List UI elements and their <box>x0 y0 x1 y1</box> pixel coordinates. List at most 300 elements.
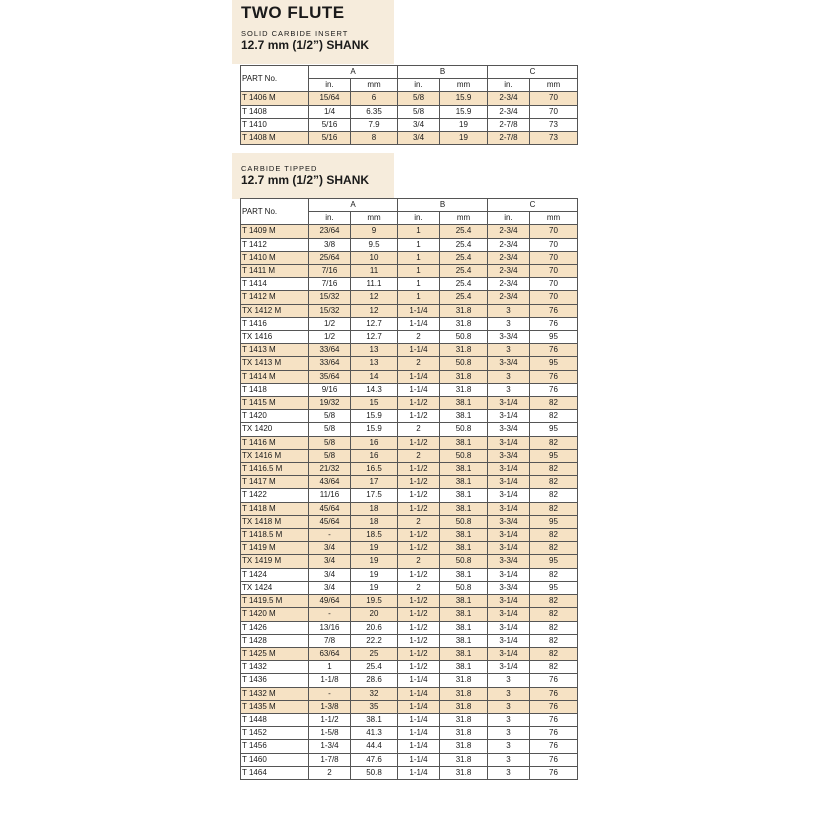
a-mm-cell: 38.1 <box>351 713 398 726</box>
c-in-cell: 3-3/4 <box>488 515 530 528</box>
section-1-shank-title: 12.7 mm (1/2”) SHANK <box>241 38 370 52</box>
a-mm-cell: 19.5 <box>351 595 398 608</box>
b-mm-cell: 31.8 <box>440 700 488 713</box>
b-in-cell: 1 <box>398 251 440 264</box>
c-mm-cell: 82 <box>530 489 578 502</box>
b-in-cell: 1-1/2 <box>398 661 440 674</box>
table-row <box>241 568 578 581</box>
col-a-header: A <box>309 199 398 212</box>
a-in-cell: 33/64 <box>309 344 351 357</box>
a-in-cell: 11/16 <box>309 489 351 502</box>
b-in-cell: 3/4 <box>398 118 440 131</box>
b-in-cell: 1-1/2 <box>398 647 440 660</box>
a-in-cell: 1 <box>309 661 351 674</box>
a-in-cell: 2 <box>309 766 351 779</box>
a-mm-cell: 28.6 <box>351 674 398 687</box>
b-in-cell: 3/4 <box>398 132 440 145</box>
b-mm-cell: 31.8 <box>440 370 488 383</box>
b-mm-cell: 25.4 <box>440 225 488 238</box>
c-in-cell: 3 <box>488 687 530 700</box>
a-mm-cell: 15.9 <box>351 423 398 436</box>
c-mm-cell: 95 <box>530 449 578 462</box>
a-mm-cell: 12 <box>351 291 398 304</box>
c-mm-cell: 95 <box>530 515 578 528</box>
c-in-cell: 3 <box>488 344 530 357</box>
b-in-cell: 1-1/2 <box>398 608 440 621</box>
table-row <box>241 753 578 766</box>
unit-in-header: in. <box>309 212 351 225</box>
c-mm-cell: 70 <box>530 251 578 264</box>
b-in-cell: 1 <box>398 238 440 251</box>
b-in-cell: 1 <box>398 291 440 304</box>
b-mm-cell: 19 <box>440 132 488 145</box>
a-mm-cell: 32 <box>351 687 398 700</box>
a-mm-cell: 12.7 <box>351 317 398 330</box>
part-no-cell: T 1417 M <box>241 476 309 489</box>
b-mm-cell: 50.8 <box>440 331 488 344</box>
part-no-cell: T 1408 M <box>241 132 309 145</box>
b-mm-cell: 31.8 <box>440 713 488 726</box>
a-mm-cell: 14.3 <box>351 383 398 396</box>
b-in-cell: 1-1/4 <box>398 713 440 726</box>
a-mm-cell: 19 <box>351 568 398 581</box>
c-in-cell: 3 <box>488 753 530 766</box>
part-no-cell: T 1425 M <box>241 647 309 660</box>
a-mm-cell: 25.4 <box>351 661 398 674</box>
c-mm-cell: 73 <box>530 118 578 131</box>
page-title: TWO FLUTE <box>241 3 345 22</box>
part-no-cell: T 1448 <box>241 713 309 726</box>
c-mm-cell: 76 <box>530 674 578 687</box>
unit-mm-header: mm <box>440 79 488 92</box>
b-in-cell: 1 <box>398 225 440 238</box>
a-mm-cell: 15 <box>351 397 398 410</box>
unit-mm-header: mm <box>351 79 398 92</box>
b-in-cell: 1-1/2 <box>398 410 440 423</box>
table-row <box>241 489 578 502</box>
c-mm-cell: 76 <box>530 753 578 766</box>
b-mm-cell: 15.9 <box>440 92 488 105</box>
c-in-cell: 2-3/4 <box>488 278 530 291</box>
part-no-cell: T 1422 <box>241 489 309 502</box>
a-in-cell: 49/64 <box>309 595 351 608</box>
a-mm-cell: 18.5 <box>351 529 398 542</box>
a-mm-cell: 13 <box>351 344 398 357</box>
table-row <box>241 265 578 278</box>
b-in-cell: 1-1/2 <box>398 634 440 647</box>
part-no-cell: T 1412 M <box>241 291 309 304</box>
c-mm-cell: 95 <box>530 331 578 344</box>
part-no-cell: T 1436 <box>241 674 309 687</box>
b-mm-cell: 31.8 <box>440 344 488 357</box>
a-mm-cell: 19 <box>351 581 398 594</box>
b-in-cell: 1-1/2 <box>398 476 440 489</box>
table-row <box>241 344 578 357</box>
a-in-cell: - <box>309 529 351 542</box>
c-mm-cell: 76 <box>530 713 578 726</box>
table-row <box>241 105 578 118</box>
c-in-cell: 3-1/4 <box>488 634 530 647</box>
c-in-cell: 3 <box>488 740 530 753</box>
c-in-cell: 3 <box>488 383 530 396</box>
b-mm-cell: 15.9 <box>440 105 488 118</box>
part-no-cell: TX 1418 M <box>241 515 309 528</box>
table-row <box>241 713 578 726</box>
c-mm-cell: 82 <box>530 568 578 581</box>
c-in-cell: 3-3/4 <box>488 581 530 594</box>
a-in-cell: 1/2 <box>309 317 351 330</box>
c-mm-cell: 76 <box>530 317 578 330</box>
part-no-cell: T 1432 M <box>241 687 309 700</box>
a-mm-cell: 11.1 <box>351 278 398 291</box>
b-in-cell: 1-1/4 <box>398 727 440 740</box>
a-in-cell: 5/16 <box>309 132 351 145</box>
b-mm-cell: 38.1 <box>440 634 488 647</box>
c-mm-cell: 82 <box>530 661 578 674</box>
table-row <box>241 661 578 674</box>
table-row <box>241 357 578 370</box>
b-in-cell: 2 <box>398 423 440 436</box>
c-mm-cell: 82 <box>530 621 578 634</box>
part-no-cell: T 1420 <box>241 410 309 423</box>
a-mm-cell: 14 <box>351 370 398 383</box>
b-in-cell: 1-1/4 <box>398 383 440 396</box>
a-in-cell: 5/8 <box>309 423 351 436</box>
b-in-cell: 5/8 <box>398 92 440 105</box>
b-mm-cell: 38.1 <box>440 489 488 502</box>
a-mm-cell: 15.9 <box>351 410 398 423</box>
table-row <box>241 555 578 568</box>
c-mm-cell: 82 <box>530 542 578 555</box>
c-mm-cell: 82 <box>530 529 578 542</box>
section-1-subtitle: SOLID CARBIDE INSERT <box>241 29 349 38</box>
a-in-cell: 13/16 <box>309 621 351 634</box>
c-mm-cell: 95 <box>530 423 578 436</box>
b-mm-cell: 25.4 <box>440 291 488 304</box>
c-in-cell: 3 <box>488 700 530 713</box>
table-row <box>241 581 578 594</box>
a-in-cell: 1-3/4 <box>309 740 351 753</box>
a-in-cell: 7/16 <box>309 278 351 291</box>
a-in-cell: 7/8 <box>309 634 351 647</box>
c-mm-cell: 76 <box>530 740 578 753</box>
part-no-cell: T 1419.5 M <box>241 595 309 608</box>
a-mm-cell: 16 <box>351 436 398 449</box>
table-row <box>241 476 578 489</box>
b-mm-cell: 38.1 <box>440 463 488 476</box>
c-mm-cell: 95 <box>530 357 578 370</box>
a-mm-cell: 13 <box>351 357 398 370</box>
table-row <box>241 132 578 145</box>
b-mm-cell: 31.8 <box>440 727 488 740</box>
a-mm-cell: 12 <box>351 304 398 317</box>
a-mm-cell: 18 <box>351 502 398 515</box>
table-row <box>241 225 578 238</box>
b-in-cell: 2 <box>398 581 440 594</box>
b-mm-cell: 38.1 <box>440 608 488 621</box>
unit-mm-header: mm <box>440 212 488 225</box>
part-no-cell: T 1413 M <box>241 344 309 357</box>
a-in-cell: 45/64 <box>309 502 351 515</box>
c-in-cell: 3-1/4 <box>488 661 530 674</box>
a-mm-cell: 9 <box>351 225 398 238</box>
part-no-cell: T 1418.5 M <box>241 529 309 542</box>
b-mm-cell: 38.1 <box>440 595 488 608</box>
table-body <box>241 92 578 145</box>
part-no-cell: TX 1416 M <box>241 449 309 462</box>
part-no-cell: TX 1413 M <box>241 357 309 370</box>
b-in-cell: 1-1/2 <box>398 463 440 476</box>
unit-in-header: in. <box>398 212 440 225</box>
solid-carbide-insert-table <box>240 65 578 145</box>
a-mm-cell: 12.7 <box>351 331 398 344</box>
table-row <box>241 515 578 528</box>
b-mm-cell: 50.8 <box>440 515 488 528</box>
table-row <box>241 251 578 264</box>
b-mm-cell: 38.1 <box>440 502 488 515</box>
a-in-cell: 3/4 <box>309 568 351 581</box>
table-row <box>241 317 578 330</box>
a-mm-cell: 7.9 <box>351 118 398 131</box>
table-row <box>241 304 578 317</box>
a-in-cell: 43/64 <box>309 476 351 489</box>
b-in-cell: 5/8 <box>398 105 440 118</box>
a-mm-cell: 50.8 <box>351 766 398 779</box>
c-mm-cell: 70 <box>530 238 578 251</box>
c-in-cell: 2-3/4 <box>488 105 530 118</box>
a-mm-cell: 20.6 <box>351 621 398 634</box>
table-row <box>241 621 578 634</box>
part-no-cell: TX 1416 <box>241 331 309 344</box>
a-in-cell: 33/64 <box>309 357 351 370</box>
unit-mm-header: mm <box>530 79 578 92</box>
part-no-header: PART No. <box>241 66 309 92</box>
part-no-cell: T 1408 <box>241 105 309 118</box>
a-mm-cell: 35 <box>351 700 398 713</box>
col-b-header: B <box>398 199 488 212</box>
b-mm-cell: 38.1 <box>440 661 488 674</box>
c-in-cell: 2-3/4 <box>488 291 530 304</box>
b-in-cell: 1-1/2 <box>398 568 440 581</box>
part-no-cell: T 1414 <box>241 278 309 291</box>
b-mm-cell: 31.8 <box>440 687 488 700</box>
a-in-cell: 1-3/8 <box>309 700 351 713</box>
a-in-cell: 1-7/8 <box>309 753 351 766</box>
b-mm-cell: 31.8 <box>440 304 488 317</box>
a-mm-cell: 16 <box>351 449 398 462</box>
part-no-cell: TX 1420 <box>241 423 309 436</box>
unit-in-header: in. <box>488 79 530 92</box>
part-no-cell: T 1428 <box>241 634 309 647</box>
a-mm-cell: 47.6 <box>351 753 398 766</box>
b-mm-cell: 38.1 <box>440 476 488 489</box>
c-mm-cell: 95 <box>530 581 578 594</box>
a-in-cell: 23/64 <box>309 225 351 238</box>
carbide-tipped-table <box>240 198 578 780</box>
col-c-header: C <box>488 199 578 212</box>
a-in-cell: 1-5/8 <box>309 727 351 740</box>
c-mm-cell: 76 <box>530 700 578 713</box>
part-no-cell: T 1411 M <box>241 265 309 278</box>
b-in-cell: 1-1/4 <box>398 687 440 700</box>
a-in-cell: 1/4 <box>309 105 351 118</box>
a-mm-cell: 25 <box>351 647 398 660</box>
table-row <box>241 463 578 476</box>
part-no-cell: T 1414 M <box>241 370 309 383</box>
b-mm-cell: 38.1 <box>440 397 488 410</box>
c-mm-cell: 70 <box>530 92 578 105</box>
c-in-cell: 3-1/4 <box>488 568 530 581</box>
a-in-cell: 7/16 <box>309 265 351 278</box>
c-mm-cell: 76 <box>530 370 578 383</box>
c-in-cell: 3 <box>488 766 530 779</box>
b-in-cell: 2 <box>398 515 440 528</box>
part-no-cell: T 1418 M <box>241 502 309 515</box>
c-mm-cell: 82 <box>530 463 578 476</box>
b-mm-cell: 31.8 <box>440 766 488 779</box>
table-row <box>241 502 578 515</box>
table-body <box>241 225 578 780</box>
table-row <box>241 647 578 660</box>
b-mm-cell: 31.8 <box>440 674 488 687</box>
part-no-cell: T 1420 M <box>241 608 309 621</box>
a-in-cell: 5/8 <box>309 436 351 449</box>
table-row <box>241 278 578 291</box>
a-in-cell: 19/32 <box>309 397 351 410</box>
a-in-cell: 3/4 <box>309 542 351 555</box>
part-no-cell: T 1416 M <box>241 436 309 449</box>
b-mm-cell: 25.4 <box>440 265 488 278</box>
c-in-cell: 3-1/4 <box>488 608 530 621</box>
c-in-cell: 3 <box>488 304 530 317</box>
part-no-cell: T 1412 <box>241 238 309 251</box>
a-mm-cell: 20 <box>351 608 398 621</box>
unit-in-header: in. <box>309 79 351 92</box>
table-row <box>241 331 578 344</box>
table-row <box>241 740 578 753</box>
part-no-cell: T 1426 <box>241 621 309 634</box>
b-in-cell: 1 <box>398 265 440 278</box>
b-in-cell: 1-1/4 <box>398 740 440 753</box>
a-mm-cell: 41.3 <box>351 727 398 740</box>
a-in-cell: 15/32 <box>309 304 351 317</box>
a-in-cell: 25/64 <box>309 251 351 264</box>
c-mm-cell: 82 <box>530 634 578 647</box>
a-in-cell: 3/4 <box>309 555 351 568</box>
table-row <box>241 291 578 304</box>
table-row <box>241 423 578 436</box>
b-mm-cell: 38.1 <box>440 568 488 581</box>
col-a-header: A <box>309 66 398 79</box>
a-in-cell: - <box>309 608 351 621</box>
c-in-cell: 3 <box>488 370 530 383</box>
part-no-cell: T 1410 <box>241 118 309 131</box>
b-in-cell: 2 <box>398 449 440 462</box>
part-no-cell: T 1460 <box>241 753 309 766</box>
table-row <box>241 449 578 462</box>
table-row <box>241 727 578 740</box>
b-mm-cell: 38.1 <box>440 542 488 555</box>
a-in-cell: 35/64 <box>309 370 351 383</box>
c-in-cell: 3-1/4 <box>488 595 530 608</box>
c-mm-cell: 82 <box>530 502 578 515</box>
table-row <box>241 700 578 713</box>
b-in-cell: 1-1/4 <box>398 753 440 766</box>
c-mm-cell: 95 <box>530 555 578 568</box>
c-in-cell: 3-3/4 <box>488 357 530 370</box>
c-in-cell: 3-1/4 <box>488 542 530 555</box>
b-in-cell: 1-1/2 <box>398 542 440 555</box>
b-in-cell: 1-1/4 <box>398 317 440 330</box>
a-mm-cell: 17.5 <box>351 489 398 502</box>
b-mm-cell: 19 <box>440 118 488 131</box>
c-in-cell: 3 <box>488 317 530 330</box>
table-row <box>241 238 578 251</box>
table-row <box>241 436 578 449</box>
part-no-cell: T 1424 <box>241 568 309 581</box>
c-in-cell: 3-1/4 <box>488 476 530 489</box>
c-in-cell: 3-1/4 <box>488 647 530 660</box>
b-in-cell: 1-1/2 <box>398 502 440 515</box>
c-mm-cell: 73 <box>530 132 578 145</box>
b-mm-cell: 25.4 <box>440 278 488 291</box>
b-in-cell: 1-1/4 <box>398 700 440 713</box>
c-mm-cell: 82 <box>530 647 578 660</box>
b-in-cell: 1 <box>398 278 440 291</box>
c-in-cell: 2-3/4 <box>488 265 530 278</box>
b-in-cell: 1-1/4 <box>398 344 440 357</box>
a-in-cell: 15/32 <box>309 291 351 304</box>
c-in-cell: 3-3/4 <box>488 449 530 462</box>
a-mm-cell: 19 <box>351 555 398 568</box>
table-row <box>241 766 578 779</box>
b-mm-cell: 38.1 <box>440 621 488 634</box>
table-row <box>241 397 578 410</box>
b-mm-cell: 31.8 <box>440 753 488 766</box>
part-no-cell: T 1410 M <box>241 251 309 264</box>
b-in-cell: 1-1/2 <box>398 489 440 502</box>
b-in-cell: 2 <box>398 555 440 568</box>
c-mm-cell: 76 <box>530 383 578 396</box>
c-in-cell: 3 <box>488 713 530 726</box>
a-in-cell: 9/16 <box>309 383 351 396</box>
c-mm-cell: 70 <box>530 291 578 304</box>
b-mm-cell: 25.4 <box>440 251 488 264</box>
part-no-cell: TX 1424 <box>241 581 309 594</box>
c-mm-cell: 82 <box>530 595 578 608</box>
c-mm-cell: 76 <box>530 304 578 317</box>
c-in-cell: 2-3/4 <box>488 225 530 238</box>
c-mm-cell: 76 <box>530 766 578 779</box>
a-in-cell: 15/64 <box>309 92 351 105</box>
b-mm-cell: 50.8 <box>440 555 488 568</box>
a-mm-cell: 16.5 <box>351 463 398 476</box>
part-no-cell: T 1456 <box>241 740 309 753</box>
part-no-cell: T 1452 <box>241 727 309 740</box>
part-no-cell: T 1406 M <box>241 92 309 105</box>
table-row <box>241 383 578 396</box>
a-in-cell: 1/2 <box>309 331 351 344</box>
part-no-header: PART No. <box>241 199 309 225</box>
a-in-cell: 3/4 <box>309 581 351 594</box>
c-in-cell: 2-3/4 <box>488 92 530 105</box>
c-mm-cell: 82 <box>530 397 578 410</box>
table-row <box>241 92 578 105</box>
table-row <box>241 529 578 542</box>
b-in-cell: 1-1/4 <box>398 370 440 383</box>
c-in-cell: 3-1/4 <box>488 463 530 476</box>
col-b-header: B <box>398 66 488 79</box>
